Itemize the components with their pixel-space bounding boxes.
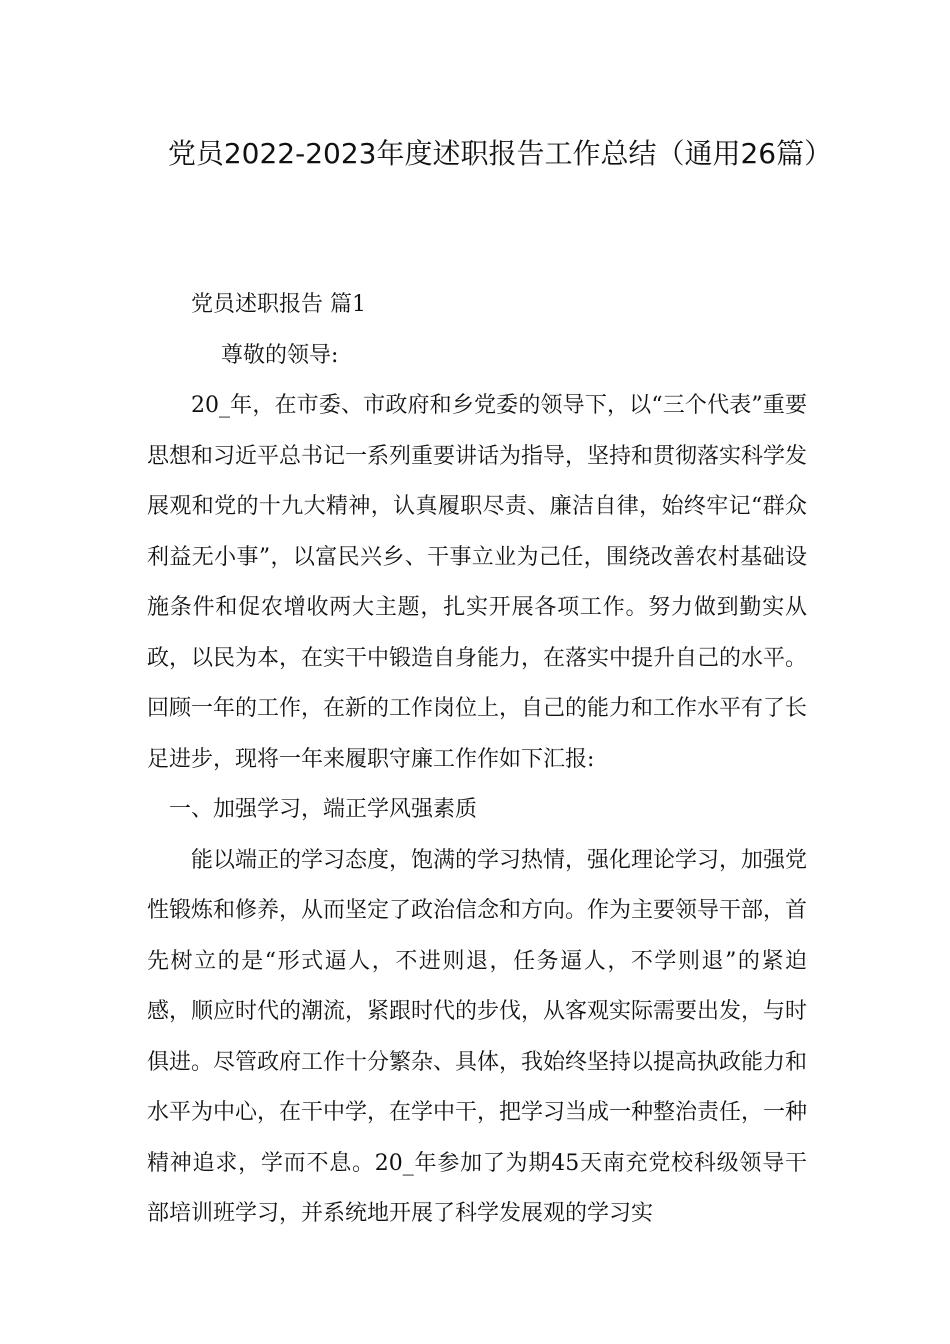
section-heading: 一、加强学习，端正学风强素质 <box>169 797 478 822</box>
salutation: 尊敬的领导: <box>221 342 339 368</box>
intro-paragraph: 20_年，在市委、市政府和乡党委的领导下，以“三个代表”重要思想和习近平总书记一系列重要讲话为指导，坚持和贯彻落实科学发展观和党的十九大精神，认真履职尽责、廉洁自律，始终牢记“群众利益无小事”，以富民兴乡、干事立业为己任，围绕改善农村基础设施条件和促农增收两大主题，扎实开展各项工作。努力做到勤实从政，以民为本，在实干中锻造自身能力，在落实中提升自己的水平。回顾一年的工作，在新的工作岗位上，自己的能力和工作水平有了长足进步，现将一年来履职守廉工作作如下汇报: <box>147 393 808 772</box>
document-body <box>147 280 807 1240</box>
report-label: 党员述职报告 篇1 <box>191 292 366 317</box>
document-title: 党员2022-2023年度述职报告工作总结（通用26篇） <box>167 137 833 170</box>
section-paragraph: 能以端正的学习态度，饱满的学习热情，强化理论学习，加强党性锻炼和修养，从而坚定了政治信念和方向。作为主要领导干部，首先树立的是“形式逼人，不进则退，任务逼人，不学则退”的紧迫感，顺应时代的潮流，紧跟时代的步伐，从客观实际需要出发，与时俱进。尽管政府工作十分繁杂、具体，我始终坚持以提高执政能力和水平为中心，在干中学，在学中干，把学习当成一种整治责任，一种精神追求，学而不息。20_年参加了为期45天南充党校科级领导干部培训班学习，并系统地开展了科学发展观的学习实 <box>147 847 808 1226</box>
